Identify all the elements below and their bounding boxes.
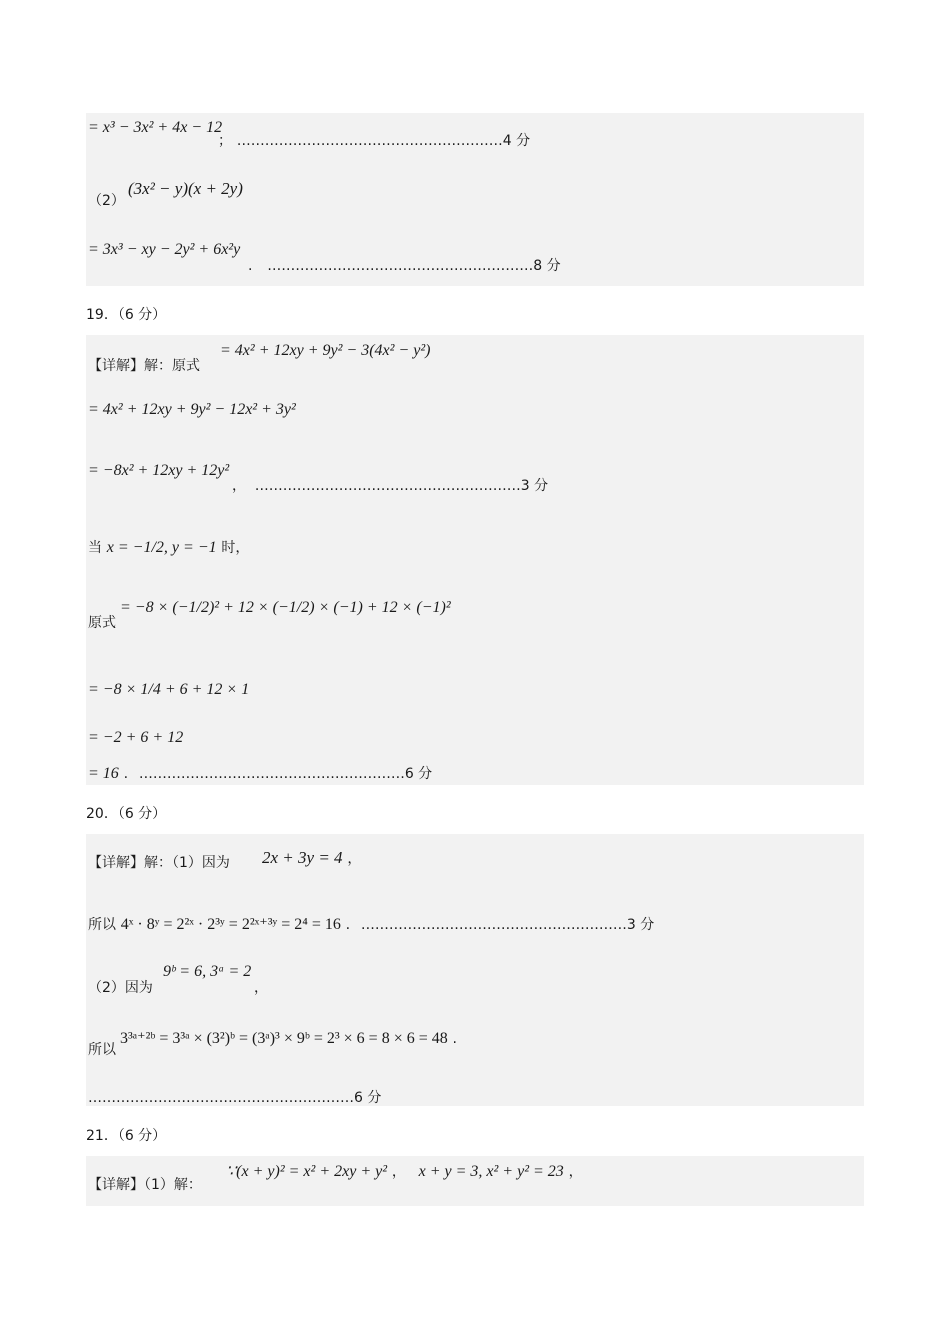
answer-line (88, 356, 200, 375)
math-expression: = −8 × 1/4 + 6 + 12 × 1 (88, 681, 250, 698)
answer-line (88, 118, 222, 137)
math-expression: ∵(x + y)² = x² + 2xy + y² (226, 1163, 388, 1180)
math-expression: = 4x² + 12xy + 9y² − 12x² + 3y² (88, 401, 296, 418)
answer-line (88, 728, 183, 747)
math-expression: = 3x³ − xy − 2y² + 6x²y (88, 241, 241, 258)
answer-line (88, 1175, 202, 1194)
detail-label: 【详解】解：（1）因为 (88, 855, 230, 871)
text-prefix: 所以 (88, 1042, 116, 1058)
separator: . (248, 258, 253, 274)
score-marker: …………………………………………………6 分 (138, 766, 433, 782)
answer-line (232, 476, 548, 495)
math-expression: 2x + 3y = 4 (262, 848, 343, 867)
text-suffix: ， (568, 1164, 583, 1180)
answer-line (88, 853, 230, 872)
score-marker: …………………………………………………6 分 (88, 1090, 382, 1106)
math-expression: = −8x² + 12xy + 12y² (88, 462, 230, 479)
answer-line (88, 613, 116, 632)
answer-line (88, 400, 296, 419)
text-prefix: 原式 (88, 615, 116, 631)
score-marker: …………………………………………………8 分 (267, 258, 561, 274)
question-heading: 19．（6 分） (86, 307, 167, 323)
answer-line (120, 598, 451, 617)
answer-line (88, 915, 654, 934)
math-expression: (3x² − y)(x + 2y) (128, 179, 243, 198)
text-suffix: ， (254, 980, 268, 996)
math-expression: 4ˣ · 8ʸ = 2²ˣ · 2³ʸ = 2²ˣ⁺³ʸ = 2⁴ = 16 (120, 916, 341, 933)
answer-line (88, 764, 432, 783)
separator: ； (218, 133, 232, 149)
text-suffix: ， (347, 851, 362, 867)
detail-label: 【详解】解：原式 (88, 358, 200, 374)
answer-line (88, 978, 153, 997)
answer-line (220, 341, 430, 360)
question-heading: 20．（6 分） (86, 806, 167, 822)
answer-line (88, 538, 249, 557)
score-marker: …………………………………………………4 分 (236, 133, 531, 149)
answer-line (120, 1029, 457, 1048)
separator: . (345, 917, 351, 933)
score-marker: …………………………………………………3 分 (360, 917, 655, 933)
answer-line (88, 240, 240, 259)
item-label: （2） (88, 193, 125, 209)
math-expression: x = −1/2, y = −1 (106, 539, 217, 556)
math-expression: 3³ᵃ⁺²ᵇ = 3³ᵃ × (3²)ᵇ = (3ᵃ)³ × 9ᵇ = 2³ × 6 = 8 × 6 = 48 (120, 1030, 448, 1047)
answer-line (254, 978, 268, 997)
math-expression: = 4x² + 12xy + 9y² − 3(4x² − y²) (220, 342, 431, 359)
detail-label: 【详解】（1）解： (88, 1177, 202, 1193)
math-expression: 9ᵇ = 6, 3ᵃ = 2 (163, 963, 252, 980)
text-suffix: 时， (221, 540, 250, 556)
math-expression: = x³ − 3x² + 4x − 12 (88, 119, 223, 136)
score-marker: …………………………………………………3 分 (254, 478, 549, 494)
math-expression: = 16 (88, 765, 119, 782)
answer-line (88, 191, 125, 210)
answer-line (218, 131, 530, 150)
answer-line (128, 180, 243, 198)
math-expression: = −2 + 6 + 12 (88, 729, 184, 746)
separator: . (123, 766, 129, 782)
answer-line (88, 1088, 381, 1107)
math-expression: x + y = 3, x² + y² = 23 (418, 1163, 564, 1180)
answer-line (88, 461, 229, 480)
text-prefix: 当 (88, 540, 102, 556)
separator: . (452, 1031, 457, 1047)
answer-line (163, 962, 251, 981)
answer-line (226, 1162, 583, 1181)
separator: ， (232, 478, 246, 494)
separator: ， (391, 1164, 406, 1180)
answer-line (248, 256, 561, 275)
question-heading: 21．（6 分） (86, 1128, 167, 1144)
answer-line (88, 1040, 116, 1059)
text-prefix: 所以 (88, 917, 116, 933)
text-prefix: （2）因为 (88, 980, 153, 996)
answer-line (88, 680, 249, 699)
math-expression: = −8 × (−1/2)² + 12 × (−1/2) × (−1) + 12 × (−1)² (120, 599, 451, 616)
answer-line (262, 849, 361, 868)
